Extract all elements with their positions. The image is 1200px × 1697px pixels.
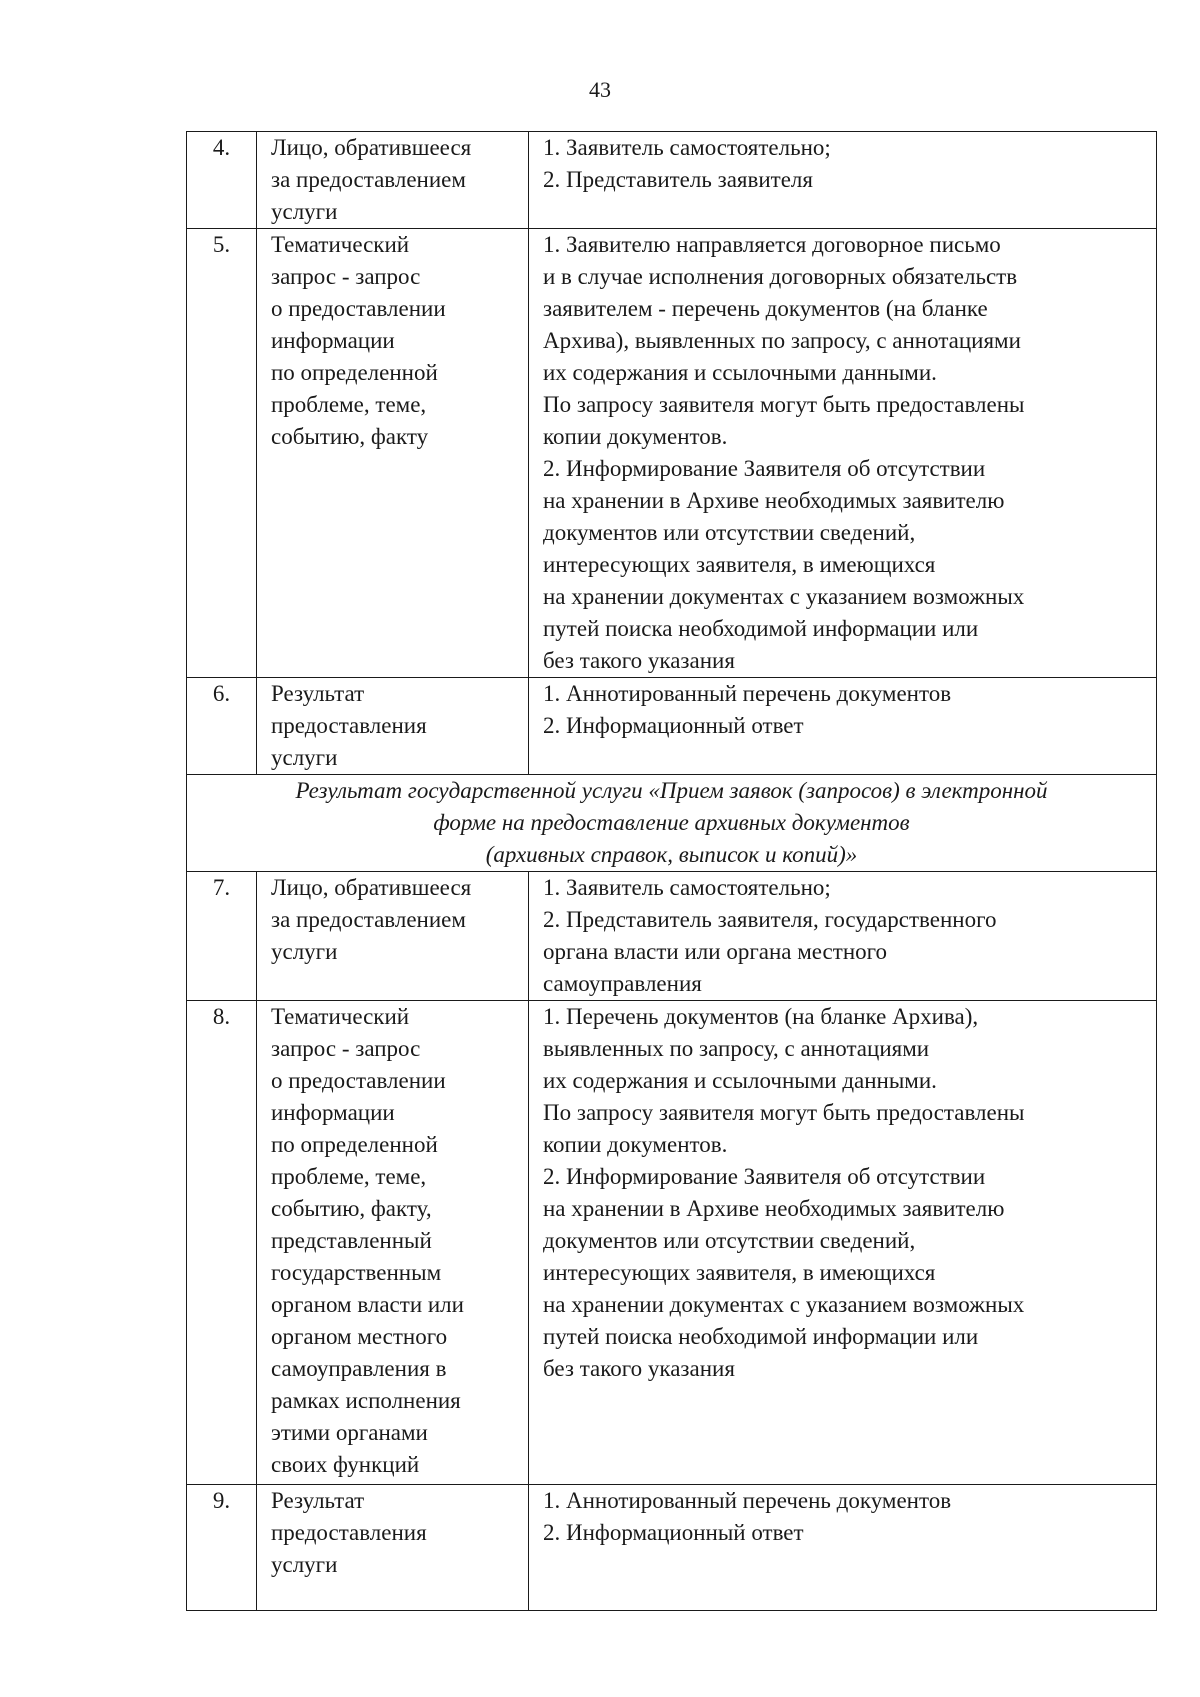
- table-row: [187, 229, 1157, 678]
- row-label: Тематический запрос - запрос о предоставлении информации по определенной проблеме, теме, событию, факту: [257, 229, 529, 678]
- row-number: 7.: [187, 872, 257, 1001]
- row-label: Лицо, обратившееся за предоставлением услуги: [257, 872, 529, 1001]
- row-number: 4.: [187, 132, 257, 229]
- row-content: 1. Заявитель самостоятельно; 2. Представитель заявителя, государственного органа власти или органа местного самоуправления: [529, 872, 1157, 1001]
- row-content: 1. Заявителю направляется договорное письмо и в случае исполнения договорных обязательств заявителем - перечень документов (на бланке Архива), выявленных по запросу, с аннотациями их содержания и ссылочными данными. По запросу заявителя могут быть предоставлены копии документов. 2. Информирование Заявителя об отсутствии на хранении в Архиве необходимых заявителю документов или отсутствии сведений, интересующих заявителя, в имеющихся на хранении документах с указанием возможных путей поиска необходимой информации или без такого указания: [529, 229, 1157, 678]
- row-number: 5.: [187, 229, 257, 678]
- table-row: [187, 132, 1157, 229]
- table-row: [187, 872, 1157, 1001]
- table-row: [187, 1485, 1157, 1611]
- row-content: 1. Аннотированный перечень документов 2. Информационный ответ: [529, 1485, 1157, 1611]
- row-number: 9.: [187, 1485, 257, 1611]
- row-label: Результат предоставления услуги: [257, 678, 529, 775]
- row-label: Результат предоставления услуги: [257, 1485, 529, 1611]
- section-heading: Результат государственной услуги «Прием заявок (запросов) в электронной форме на предоставление архивных документов (архивных справок, выписок и копий)»: [187, 775, 1157, 872]
- row-content: 1. Заявитель самостоятельно; 2. Представитель заявителя: [529, 132, 1157, 229]
- row-content: 1. Перечень документов (на бланке Архива), выявленных по запросу, с аннотациями их содержания и ссылочными данными. По запросу заявителя могут быть предоставлены копии документов. 2. Информирование Заявителя об отсутствии на хранении в Архиве необходимых заявителю документов или отсутствии сведений, интересующих заявителя, в имеющихся на хранении документах с указанием возможных путей поиска необходимой информации или без такого указания: [529, 1001, 1157, 1485]
- section-row: [187, 775, 1157, 872]
- row-label: Лицо, обратившееся за предоставлением услуги: [257, 132, 529, 229]
- row-number: 6.: [187, 678, 257, 775]
- table-row: [187, 678, 1157, 775]
- row-content: 1. Аннотированный перечень документов 2. Информационный ответ: [529, 678, 1157, 775]
- page-number: 43: [589, 77, 611, 102]
- row-label: Тематический запрос - запрос о предоставлении информации по определенной проблеме, теме, событию, факту, представленный государственным органом власти или органом местного самоуправления в рамках исполнения этими органами своих функций: [257, 1001, 529, 1485]
- row-number: 8.: [187, 1001, 257, 1485]
- table-row: [187, 1001, 1157, 1485]
- services-table: [186, 131, 1157, 1611]
